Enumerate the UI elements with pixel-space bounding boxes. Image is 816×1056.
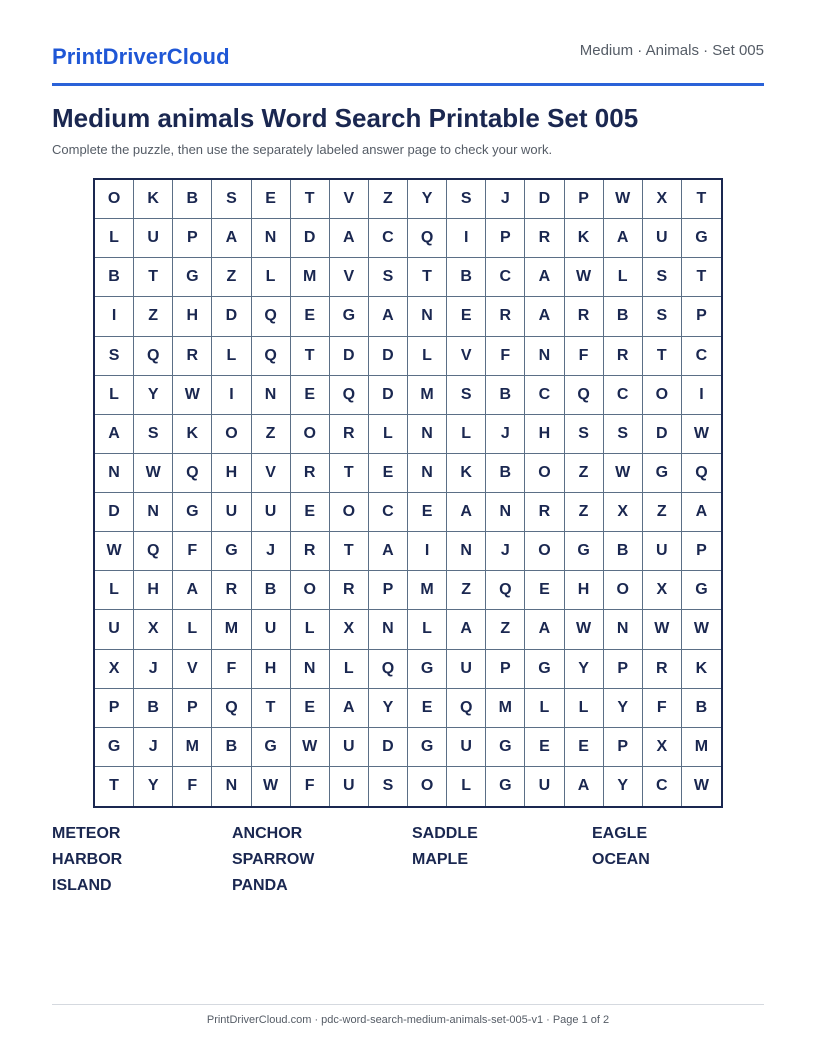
grid-cell: G xyxy=(173,493,212,532)
grid-cell: D xyxy=(330,337,369,376)
grid-cell: L xyxy=(604,258,643,297)
grid-cell: E xyxy=(408,493,447,532)
grid-cell: V xyxy=(173,650,212,689)
grid-cell: A xyxy=(330,689,369,728)
grid-cell: D xyxy=(643,415,682,454)
grid-cell: T xyxy=(291,337,330,376)
grid-cell: Q xyxy=(408,219,447,258)
grid-cell: G xyxy=(682,219,721,258)
grid-cell: X xyxy=(643,180,682,219)
grid-cell: W xyxy=(682,610,721,649)
grid-cell: A xyxy=(369,532,408,571)
grid-cell: C xyxy=(643,767,682,806)
grid-cell: G xyxy=(643,454,682,493)
grid-cell: H xyxy=(134,571,173,610)
grid-cell: I xyxy=(447,219,486,258)
grid-cell: N xyxy=(604,610,643,649)
grid-cell: R xyxy=(525,493,564,532)
grid-cell: B xyxy=(212,728,251,767)
grid-cell: L xyxy=(330,650,369,689)
grid-cell: A xyxy=(682,493,721,532)
grid-cell: K xyxy=(447,454,486,493)
grid-cell: R xyxy=(330,571,369,610)
grid-cell: K xyxy=(134,180,173,219)
grid-cell: T xyxy=(330,454,369,493)
grid-cell: R xyxy=(604,337,643,376)
grid-cell: N xyxy=(408,297,447,336)
grid-cell: E xyxy=(291,689,330,728)
grid-cell: Z xyxy=(447,571,486,610)
grid-cell: X xyxy=(643,571,682,610)
grid-cell: Y xyxy=(134,376,173,415)
grid-cell: T xyxy=(682,180,721,219)
grid-cell: D xyxy=(95,493,134,532)
grid-cell: R xyxy=(291,454,330,493)
grid-cell: N xyxy=(212,767,251,806)
grid-cell: Y xyxy=(369,689,408,728)
page-subtitle: Complete the puzzle, then use the separately labeled answer page to check your work. xyxy=(52,142,553,157)
grid-cell: N xyxy=(408,454,447,493)
grid-cell: G xyxy=(682,571,721,610)
grid-cell: T xyxy=(408,258,447,297)
grid-cell: E xyxy=(252,180,291,219)
word-list-item: EAGLE xyxy=(592,825,648,842)
grid-cell: Q xyxy=(682,454,721,493)
grid-cell: U xyxy=(447,728,486,767)
grid-cell: C xyxy=(369,219,408,258)
grid-cell: W xyxy=(643,610,682,649)
grid-cell: F xyxy=(173,767,212,806)
grid-cell: N xyxy=(447,532,486,571)
grid-cell: R xyxy=(525,219,564,258)
grid-cell: W xyxy=(134,454,173,493)
grid-cell: V xyxy=(330,180,369,219)
grid-cell: B xyxy=(447,258,486,297)
grid-cell: S xyxy=(369,258,408,297)
grid-cell: G xyxy=(486,728,525,767)
word-list-item: ANCHOR xyxy=(232,825,303,842)
grid-cell: Y xyxy=(604,767,643,806)
grid-cell: J xyxy=(486,180,525,219)
grid-cell: J xyxy=(134,650,173,689)
grid-cell: W xyxy=(291,728,330,767)
grid-cell: E xyxy=(291,376,330,415)
grid-cell: T xyxy=(682,258,721,297)
grid-cell: U xyxy=(643,219,682,258)
word-list-item: MAPLE xyxy=(412,851,468,868)
grid-cell: T xyxy=(252,689,291,728)
grid-cell: K xyxy=(173,415,212,454)
grid-cell: A xyxy=(604,219,643,258)
grid-cell: G xyxy=(212,532,251,571)
grid-cell: Q xyxy=(134,532,173,571)
grid-cell: Z xyxy=(643,493,682,532)
grid-cell: X xyxy=(643,728,682,767)
grid-cell: Q xyxy=(173,454,212,493)
grid-cell: N xyxy=(95,454,134,493)
grid-cell: M xyxy=(486,689,525,728)
grid-cell: N xyxy=(408,415,447,454)
grid-cell: P xyxy=(369,571,408,610)
grid-cell: R xyxy=(643,650,682,689)
grid-cell: E xyxy=(291,493,330,532)
grid-cell: A xyxy=(173,571,212,610)
grid-cell: C xyxy=(369,493,408,532)
grid-cell: G xyxy=(525,650,564,689)
grid-cell: Q xyxy=(252,337,291,376)
grid-cell: U xyxy=(212,493,251,532)
grid-cell: W xyxy=(565,610,604,649)
grid-cell: W xyxy=(682,415,721,454)
grid-cell: L xyxy=(408,337,447,376)
grid-cell: Q xyxy=(252,297,291,336)
grid-cell: X xyxy=(330,610,369,649)
grid-cell: R xyxy=(291,532,330,571)
grid-cell: D xyxy=(212,297,251,336)
grid-cell: S xyxy=(447,180,486,219)
grid-cell: I xyxy=(212,376,251,415)
grid-cell: L xyxy=(525,689,564,728)
grid-cell: O xyxy=(525,532,564,571)
grid-cell: A xyxy=(369,297,408,336)
grid-cell: M xyxy=(291,258,330,297)
header-rule xyxy=(52,83,764,86)
grid-cell: W xyxy=(173,376,212,415)
grid-cell: J xyxy=(486,532,525,571)
grid-cell: D xyxy=(525,180,564,219)
grid-cell: B xyxy=(682,689,721,728)
grid-cell: Z xyxy=(252,415,291,454)
grid-cell: L xyxy=(252,258,291,297)
grid-cell: T xyxy=(643,337,682,376)
grid-cell: G xyxy=(95,728,134,767)
grid-cell: Q xyxy=(134,337,173,376)
grid-cell: Z xyxy=(486,610,525,649)
grid-cell: O xyxy=(291,415,330,454)
grid-cell: B xyxy=(173,180,212,219)
grid-cell: C xyxy=(604,376,643,415)
grid-cell: B xyxy=(486,376,525,415)
grid-cell: L xyxy=(291,610,330,649)
word-search-grid xyxy=(93,178,723,808)
grid-cell: C xyxy=(682,337,721,376)
grid-cell: P xyxy=(173,689,212,728)
grid-cell: V xyxy=(252,454,291,493)
grid-cell: E xyxy=(408,689,447,728)
grid-cell: Z xyxy=(212,258,251,297)
grid-cell: Y xyxy=(565,650,604,689)
grid-cell: I xyxy=(408,532,447,571)
grid-cell: R xyxy=(486,297,525,336)
grid-cell: P xyxy=(173,219,212,258)
grid-cell: I xyxy=(682,376,721,415)
grid-cell: U xyxy=(447,650,486,689)
word-list-item: PANDA xyxy=(232,877,288,894)
grid-cell: G xyxy=(408,650,447,689)
grid-cell: O xyxy=(291,571,330,610)
grid-cell: A xyxy=(447,610,486,649)
grid-cell: S xyxy=(565,415,604,454)
grid-cell: R xyxy=(330,415,369,454)
grid-cell: O xyxy=(525,454,564,493)
grid-cell: M xyxy=(408,571,447,610)
grid-cell: J xyxy=(486,415,525,454)
grid-cell: F xyxy=(291,767,330,806)
word-list-item: ISLAND xyxy=(52,877,112,894)
grid-cell: S xyxy=(369,767,408,806)
grid-cell: D xyxy=(369,337,408,376)
grid-cell: N xyxy=(486,493,525,532)
grid-cell: Q xyxy=(212,689,251,728)
grid-cell: S xyxy=(643,258,682,297)
grid-cell: Q xyxy=(447,689,486,728)
grid-cell: N xyxy=(525,337,564,376)
grid-cell: E xyxy=(447,297,486,336)
grid-cell: X xyxy=(134,610,173,649)
grid-cell: L xyxy=(212,337,251,376)
grid-cell: Z xyxy=(134,297,173,336)
grid-cell: L xyxy=(447,767,486,806)
grid-cell: E xyxy=(525,728,564,767)
grid-cell: T xyxy=(291,180,330,219)
grid-cell: T xyxy=(330,532,369,571)
grid-cell: M xyxy=(408,376,447,415)
grid-cell: E xyxy=(565,728,604,767)
grid-cell: A xyxy=(95,415,134,454)
word-list-item: METEOR xyxy=(52,825,121,842)
grid-cell: J xyxy=(252,532,291,571)
grid-cell: D xyxy=(369,728,408,767)
grid-cell: O xyxy=(212,415,251,454)
grid-cell: L xyxy=(173,610,212,649)
grid-cell: P xyxy=(604,650,643,689)
grid-cell: G xyxy=(330,297,369,336)
grid-cell: D xyxy=(369,376,408,415)
grid-cell: E xyxy=(525,571,564,610)
grid-cell: Y xyxy=(604,689,643,728)
grid-cell: W xyxy=(95,532,134,571)
grid-cell: C xyxy=(525,376,564,415)
grid-cell: N xyxy=(252,219,291,258)
grid-cell: O xyxy=(643,376,682,415)
word-list-item: SADDLE xyxy=(412,825,478,842)
grid-cell: N xyxy=(291,650,330,689)
grid-cell: F xyxy=(565,337,604,376)
grid-cell: T xyxy=(134,258,173,297)
grid-cell: L xyxy=(565,689,604,728)
grid-cell: L xyxy=(447,415,486,454)
grid-cell: U xyxy=(643,532,682,571)
word-list xyxy=(52,825,772,903)
grid-cell: J xyxy=(134,728,173,767)
grid-cell: K xyxy=(565,219,604,258)
grid-cell: O xyxy=(95,180,134,219)
grid-cell: C xyxy=(486,258,525,297)
grid-cell: B xyxy=(134,689,173,728)
grid-cell: U xyxy=(252,610,291,649)
grid-cell: F xyxy=(212,650,251,689)
grid-cell: B xyxy=(252,571,291,610)
grid-cell: P xyxy=(565,180,604,219)
grid-cell: S xyxy=(212,180,251,219)
grid-cell: W xyxy=(604,180,643,219)
grid-cell: Z xyxy=(565,493,604,532)
grid-cell: F xyxy=(173,532,212,571)
grid-cell: F xyxy=(643,689,682,728)
grid-cell: P xyxy=(604,728,643,767)
grid-cell: A xyxy=(212,219,251,258)
grid-cell: Z xyxy=(565,454,604,493)
grid-cell: L xyxy=(95,219,134,258)
grid-cell: U xyxy=(252,493,291,532)
grid-cell: S xyxy=(447,376,486,415)
grid-cell: G xyxy=(173,258,212,297)
grid-cell: X xyxy=(604,493,643,532)
grid-cell: L xyxy=(95,376,134,415)
footer-rule xyxy=(52,1004,764,1005)
grid-cell: R xyxy=(173,337,212,376)
grid-cell: E xyxy=(369,454,408,493)
grid-cell: D xyxy=(291,219,330,258)
grid-cell: S xyxy=(643,297,682,336)
grid-cell: R xyxy=(565,297,604,336)
grid-cell: T xyxy=(95,767,134,806)
grid-cell: Y xyxy=(134,767,173,806)
grid-cell: G xyxy=(486,767,525,806)
grid-cell: N xyxy=(369,610,408,649)
grid-cell: A xyxy=(525,610,564,649)
puzzle-meta: Medium · Animals · Set 005 xyxy=(579,42,764,59)
grid-cell: H xyxy=(212,454,251,493)
grid-cell: P xyxy=(682,532,721,571)
grid-cell: Y xyxy=(408,180,447,219)
grid-cell: I xyxy=(95,297,134,336)
grid-cell: U xyxy=(330,767,369,806)
grid-cell: N xyxy=(134,493,173,532)
grid-cell: F xyxy=(486,337,525,376)
grid-cell: H xyxy=(565,571,604,610)
grid-cell: M xyxy=(212,610,251,649)
grid-cell: S xyxy=(95,337,134,376)
grid-cell: R xyxy=(212,571,251,610)
grid-cell: M xyxy=(173,728,212,767)
grid-cell: L xyxy=(95,571,134,610)
grid-cell: L xyxy=(369,415,408,454)
grid-cell: X xyxy=(95,650,134,689)
grid-cell: W xyxy=(693,777,709,795)
grid-cell: P xyxy=(682,297,721,336)
grid-cell: Q xyxy=(330,376,369,415)
grid-cell: H xyxy=(525,415,564,454)
grid-cell: A xyxy=(565,767,604,806)
grid-cell: W xyxy=(565,258,604,297)
grid-cell: U xyxy=(95,610,134,649)
grid-cell: E xyxy=(291,297,330,336)
grid-cell: H xyxy=(252,650,291,689)
grid-cell: A xyxy=(525,297,564,336)
grid-cell: G xyxy=(408,728,447,767)
page-footer: PrintDriverCloud.com · pdc-word-search-medium-animals-set-005-v1 · Page 1 of 2 xyxy=(206,1014,610,1026)
grid-cell: U xyxy=(134,219,173,258)
brand-logo: PrintDriverCloud xyxy=(52,44,230,69)
grid-cell: P xyxy=(486,219,525,258)
grid-cell: P xyxy=(486,650,525,689)
grid-cell: U xyxy=(330,728,369,767)
grid-cell: W xyxy=(252,767,291,806)
grid-cell: B xyxy=(486,454,525,493)
grid-cell: O xyxy=(408,767,447,806)
grid-cell: O xyxy=(604,571,643,610)
grid-cell: K xyxy=(682,650,721,689)
grid-cell: S xyxy=(604,415,643,454)
grid-cell: Q xyxy=(486,571,525,610)
grid-cell: U xyxy=(525,767,564,806)
word-list-item: HARBOR xyxy=(52,851,123,868)
grid-cell: N xyxy=(252,376,291,415)
grid-cell: O xyxy=(330,493,369,532)
grid-cell: B xyxy=(95,258,134,297)
grid-cell: M xyxy=(682,728,721,767)
grid-cell: P xyxy=(95,689,134,728)
grid-cell: V xyxy=(447,337,486,376)
grid-cell: W xyxy=(604,454,643,493)
grid-cell: B xyxy=(604,532,643,571)
grid-cell: B xyxy=(604,297,643,336)
grid-cell: A xyxy=(447,493,486,532)
grid-cell: S xyxy=(134,415,173,454)
word-list-item: SPARROW xyxy=(232,851,315,868)
grid-cell: V xyxy=(330,258,369,297)
word-list-item: OCEAN xyxy=(592,851,650,868)
page-title: Medium animals Word Search Printable Set 005 xyxy=(52,103,639,133)
grid-cell: Z xyxy=(369,180,408,219)
grid-cell: G xyxy=(565,532,604,571)
grid-cell: G xyxy=(252,728,291,767)
grid-cell: A xyxy=(525,258,564,297)
grid-cell: H xyxy=(173,297,212,336)
grid-cell: L xyxy=(408,610,447,649)
grid-cell: Q xyxy=(369,650,408,689)
grid-cell: Q xyxy=(565,376,604,415)
grid-cell: A xyxy=(330,219,369,258)
